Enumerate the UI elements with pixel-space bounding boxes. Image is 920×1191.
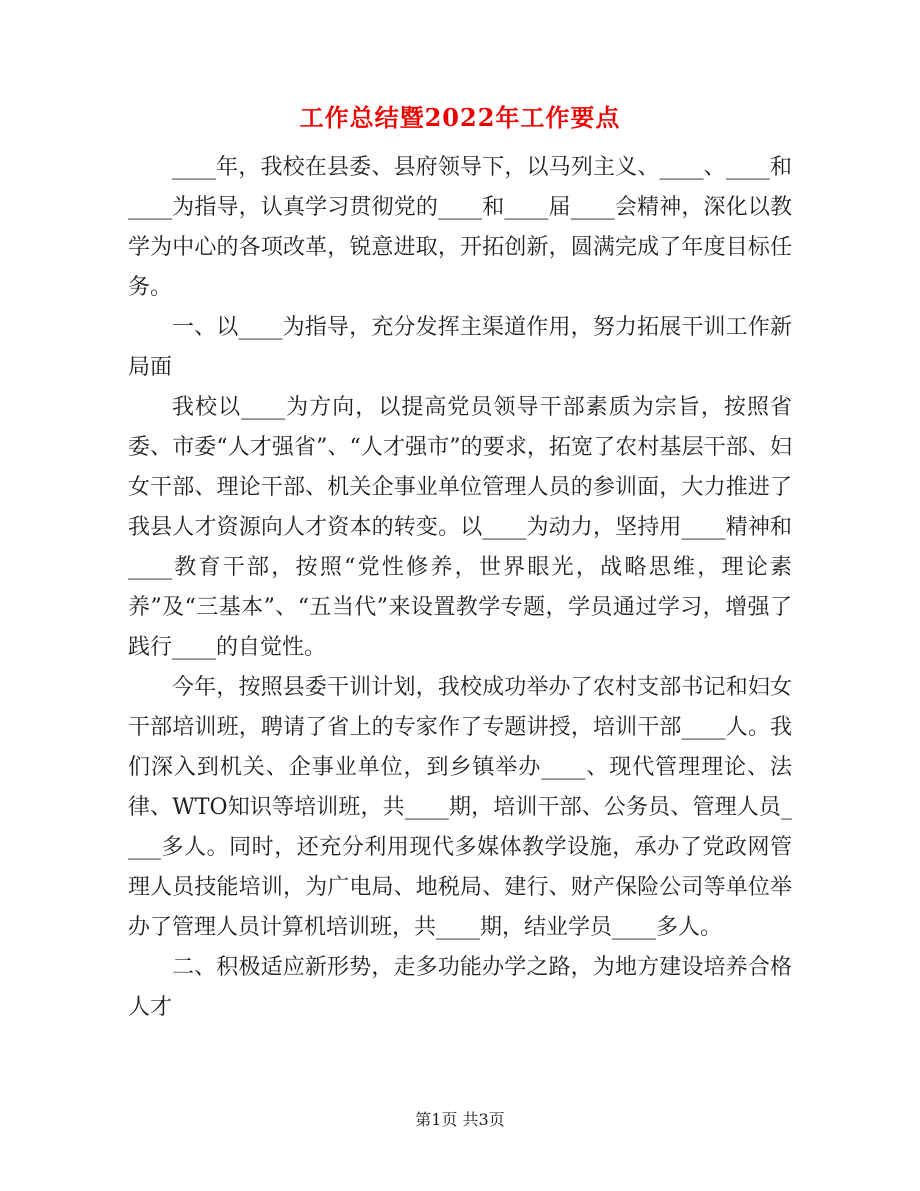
section-heading-1: 一、以____为指导，充分发挥主渠道作用，努力拓展干训工作新局面 xyxy=(128,315,792,380)
paragraph-section1-training-scope: 我校以____为方向，以提高党员领导干部素质为宗旨，按照省委、市委“人才强省”、“人才强市”的要求，拓宽了农村基层干部、妇女干部、理论干部、机关企事业单位管理人员的参训面，大力推进了我县人才资源向人才资本的转变。以____为动力，坚持用____精神和____教育干部，按照“党性修养，世界眼光，战略思维，理论素养”及“三基本”、“五当代”来设置教学专题，学员通过学习，增强了践行____的自觉性。 xyxy=(128,395,792,660)
section-heading-2: 二、积极适应新形势，走多功能办学之路，为地方建设培养合格人才 xyxy=(128,955,792,1020)
document-body xyxy=(128,148,792,1028)
page-number-indicator: 第1页 共3页 xyxy=(415,1110,505,1129)
page-footer xyxy=(0,1108,920,1132)
paragraph-intro: ____年，我校在县委、县府领导下，以马列主义、____、____和____为指导，认真学习贯彻党的____和____届____会精神，深化以教学为中心的各项改革，锐意进取，开拓创新，圆满完成了年度目标任务。 xyxy=(128,155,792,300)
document-title: 工作总结暨2022年工作要点 xyxy=(299,103,621,132)
paragraph-section1-training-classes: 今年，按照县委干训计划，我校成功举办了农村支部书记和妇女干部培训班，聘请了省上的专家作了专题讲授，培训干部____人。我们深入到机关、企事业单位，到乡镇举办____、现代管理理论、法律、WTO知识等培训班，共____期，培训干部、公务员、管理人员____多人。同时，还充分利用现代多媒体教学设施，承办了党政网管理人员技能培训，为广电局、地税局、建行、财产保险公司等单位举办了管理人员计算机培训班，共____期，结业学员____多人。 xyxy=(128,675,792,940)
